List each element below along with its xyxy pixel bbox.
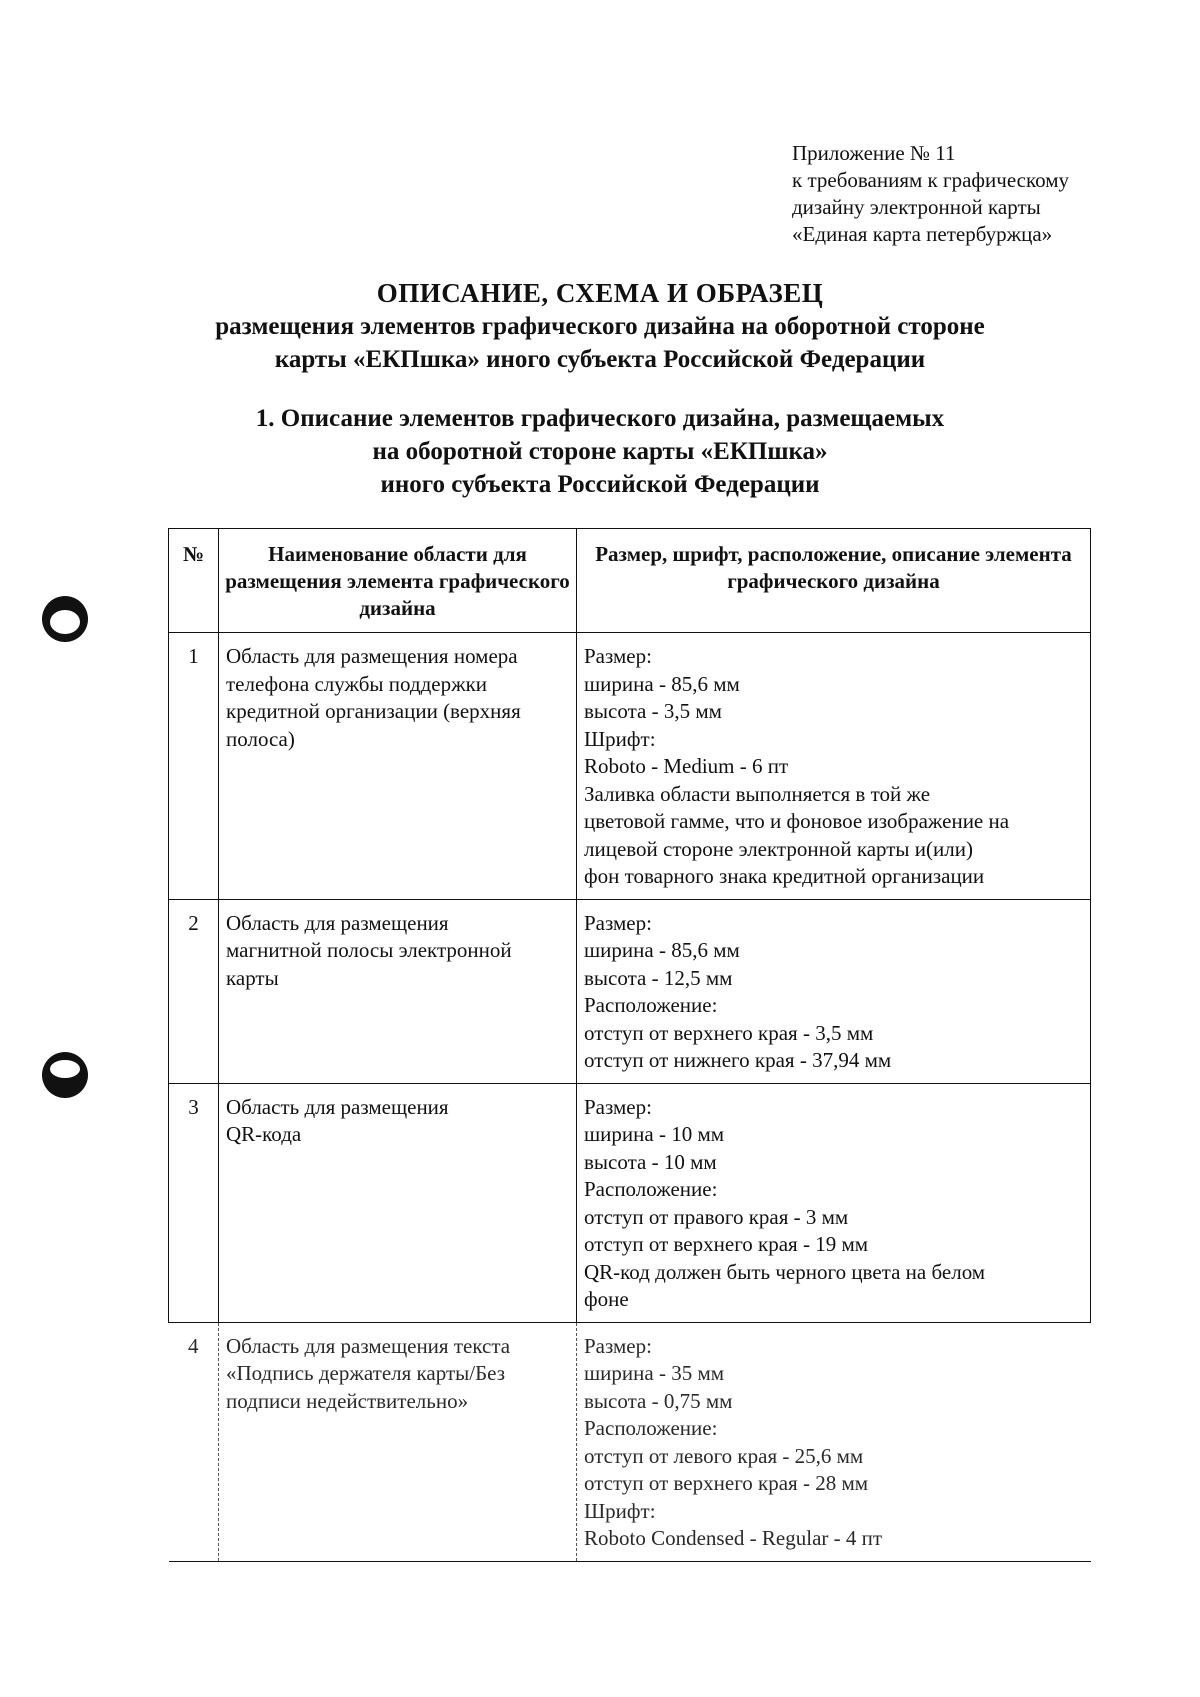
- section-title-line: на оборотной стороне карты «ЕКПшка»: [372, 438, 828, 465]
- area-description-line: отступ от правого края - 3 мм: [584, 1204, 849, 1229]
- area-description-cell: [577, 633, 1091, 900]
- area-name-line: телефона службы поддержки: [226, 671, 488, 696]
- area-description-line: Размер:: [584, 644, 652, 668]
- area-description-line: Roboto - Medium - 6 пт: [584, 754, 789, 778]
- area-description-cell: [577, 899, 1091, 1083]
- punch-hole-mark: [42, 1052, 88, 1098]
- table-row: [169, 899, 1091, 1083]
- area-description-line: Заливка области выполняется в той же: [584, 781, 931, 806]
- section-title-line: 1. Описание элементов графического дизайна, размещаемых: [255, 405, 945, 432]
- area-description-line: ширина - 10 мм: [584, 1122, 725, 1146]
- area-description-line: высота - 12,5 мм: [584, 965, 733, 990]
- table-body: [169, 633, 1091, 1562]
- area-name-line: кредитной организации (верхняя: [226, 699, 521, 723]
- area-description-line: отступ от левого края - 25,6 мм: [584, 1443, 864, 1468]
- area-description-line: ширина - 35 мм: [584, 1361, 725, 1385]
- table-row: [169, 1322, 1091, 1561]
- table-row: [169, 633, 1091, 900]
- area-description-line: Размер:: [584, 910, 652, 935]
- appendix-line: к требованиям к графическому: [792, 168, 1070, 192]
- area-description-line: отступ от верхнего края - 19 мм: [584, 1232, 869, 1256]
- area-description-line: ширина - 85,6 мм: [584, 671, 740, 696]
- area-name-line: полоса): [226, 726, 295, 751]
- area-description-line: цветовой гамме, что и фоновое изображение на: [584, 809, 1010, 833]
- section-title-line: иного субъекта Российской Федерации: [380, 471, 820, 498]
- area-description-line: Расположение:: [584, 1416, 718, 1440]
- table-header-row: [169, 529, 1091, 633]
- area-description-line: Размер:: [584, 1333, 652, 1358]
- area-name-line: магнитной полосы электронной: [226, 938, 512, 962]
- area-description-cell: [577, 1322, 1091, 1561]
- area-name-cell: [219, 1322, 577, 1561]
- area-name-line: QR-кода: [226, 1122, 302, 1146]
- area-description-cell: [577, 1083, 1091, 1322]
- area-name-line: Область для размещения номера: [226, 644, 518, 668]
- area-name-cell: [219, 899, 577, 1083]
- area-name-cell: [219, 633, 577, 900]
- area-description-line: Шрифт:: [584, 726, 656, 751]
- area-description-line: ширина - 85,6 мм: [584, 938, 740, 962]
- area-description-line: Шрифт:: [584, 1498, 656, 1523]
- area-description-line: Размер:: [584, 1094, 652, 1119]
- area-description-line: высота - 10 мм: [584, 1149, 717, 1174]
- appendix-line: Приложение № 11: [792, 141, 956, 165]
- area-description-line: лицевой стороне электронной карты и(или): [584, 836, 973, 861]
- header-num: №: [169, 529, 219, 633]
- header-name: Наименование области для размещения элемента графического дизайна: [219, 529, 577, 633]
- header-desc: Размер, шрифт, расположение, описание элемента графического дизайна: [577, 529, 1091, 633]
- row-number: 2: [169, 899, 219, 1083]
- document-title-main: ОПИСАНИЕ, СХЕМА И ОБРАЗЕЦ: [376, 278, 824, 308]
- row-number: 4: [169, 1322, 219, 1561]
- area-name-line: Область для размещения: [226, 1094, 449, 1119]
- row-number: 1: [169, 633, 219, 900]
- punch-hole-mark: [42, 596, 88, 642]
- area-name-line: Область для размещения: [226, 910, 449, 935]
- document-title-sub-line: размещения элементов графического дизайна на оборотной стороне: [215, 313, 985, 340]
- area-name-cell: [219, 1083, 577, 1322]
- spec-table: [168, 528, 1091, 1562]
- area-description-line: QR-код должен быть черного цвета на белом: [584, 1259, 986, 1284]
- section-title: [0, 402, 1200, 501]
- area-description-line: отступ от верхнего края - 28 мм: [584, 1471, 869, 1495]
- area-description-line: отступ от нижнего края - 37,94 мм: [584, 1048, 892, 1072]
- appendix-line: дизайну электронной карты: [792, 195, 1041, 219]
- row-number: 3: [169, 1083, 219, 1322]
- area-name-line: «Подпись держателя карты/Без: [226, 1361, 506, 1385]
- table-row: [169, 1083, 1091, 1322]
- area-description-line: Roboto Condensed - Regular - 4 пт: [584, 1526, 883, 1550]
- area-description-line: высота - 3,5 мм: [584, 699, 722, 723]
- area-description-line: фоне: [584, 1287, 629, 1311]
- area-description-line: фон товарного знака кредитной организации: [584, 864, 985, 888]
- area-description-line: Расположение:: [584, 993, 718, 1017]
- area-description-line: высота - 0,75 мм: [584, 1388, 733, 1413]
- document-title-sub-line: карты «ЕКПшка» иного субъекта Российской Федерации: [274, 346, 926, 373]
- area-name-line: карты: [226, 965, 279, 990]
- document-title: [0, 276, 1200, 376]
- area-name-line: подписи недействительно»: [226, 1388, 469, 1413]
- appendix-line: «Единая карта петербуржца»: [792, 222, 1053, 246]
- appendix-block: [792, 140, 1172, 248]
- area-description-line: Расположение:: [584, 1177, 718, 1201]
- area-description-line: отступ от верхнего края - 3,5 мм: [584, 1020, 874, 1045]
- area-name-line: Область для размещения текста: [226, 1333, 511, 1358]
